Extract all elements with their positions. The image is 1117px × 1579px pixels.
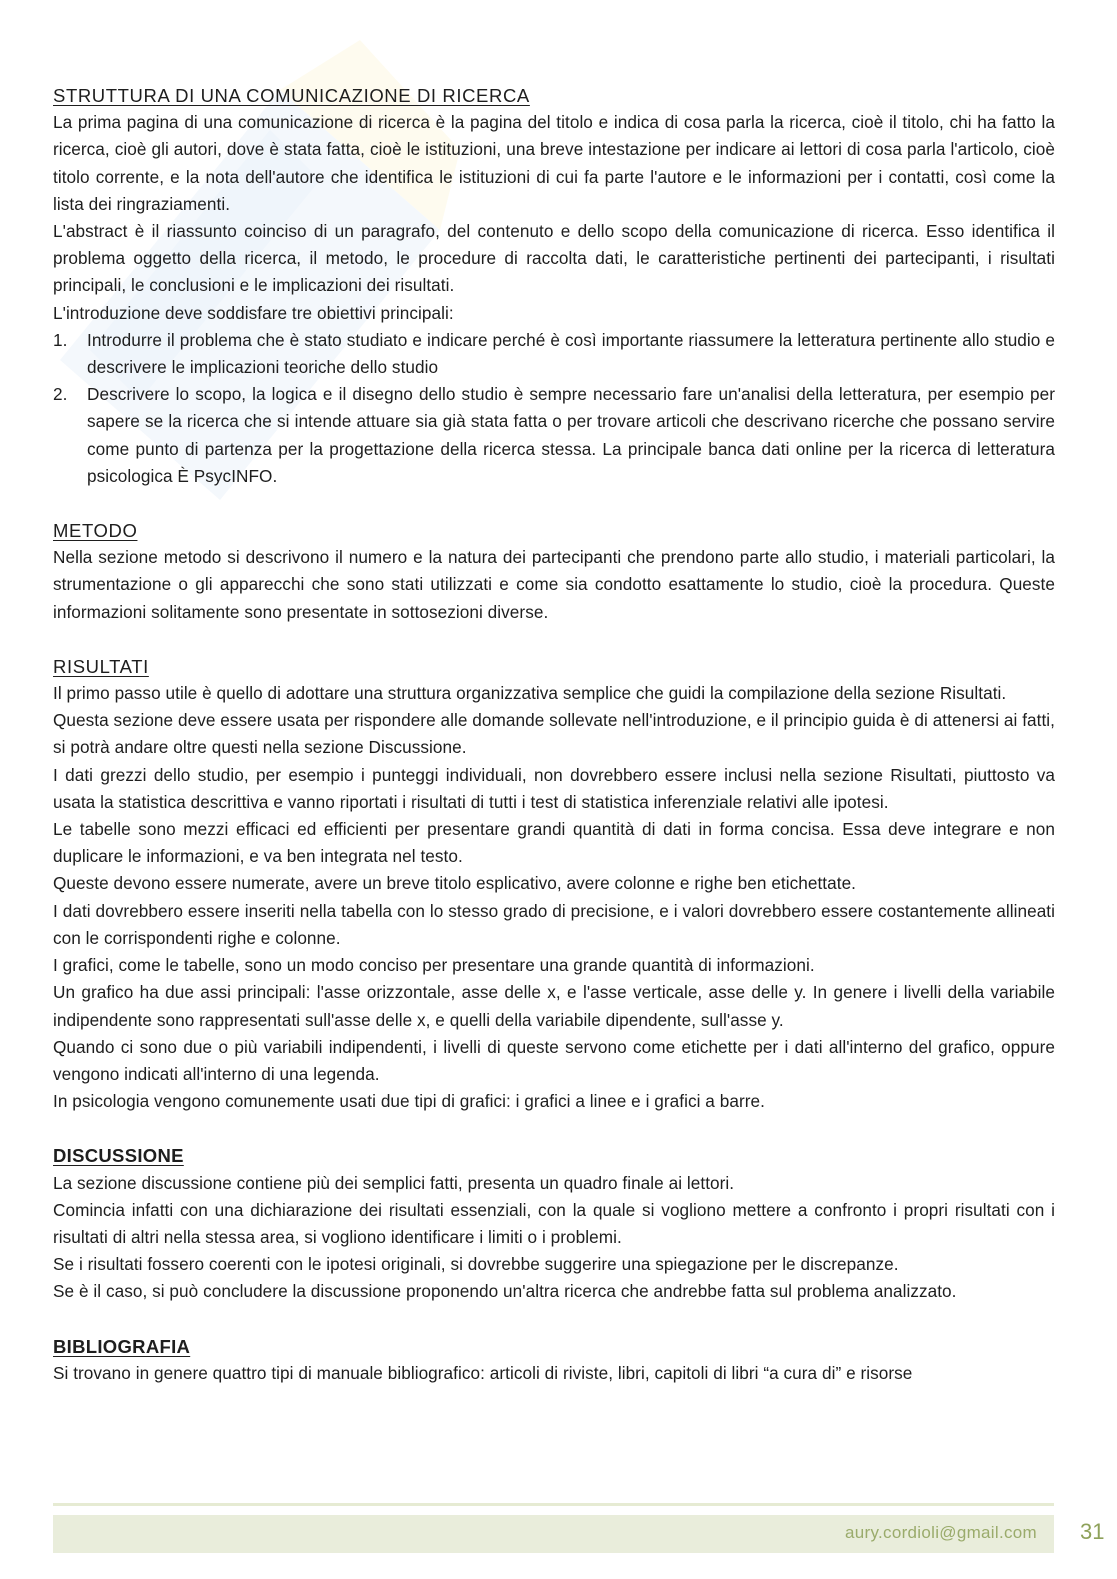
paragraph: Le tabelle sono mezzi efficaci ed efficienti per presentare grandi quantità di dati in forma concisa. Essa deve integrare e non duplicare le informazioni, e va ben integrata nel testo.	[53, 819, 1055, 867]
list-item-text: Introdurre il problema che è stato studiato e indicare perché è così importante riassumere la letteratura pertinente allo studio e descrivere le implicazioni teoriche dello studio	[87, 329, 1055, 378]
paragraph: Se è il caso, si può concludere la discussione proponendo un'altra ricerca che andrebbe fatta sul problema analizzato.	[53, 1281, 957, 1302]
paragraph: In psicologia vengono comunemente usati due tipi di grafici: i grafici a linee e i grafici a barre.	[53, 1091, 765, 1112]
paragraph: Queste devono essere numerate, avere un breve titolo esplicativo, avere colonne e righe ben etichettate.	[53, 873, 856, 894]
footer-email[interactable]: aury.cordioli@gmail.com	[844, 1523, 1037, 1542]
paragraph: L'abstract è il riassunto coinciso di un paragrafo, del contenuto e dello scopo della comunicazione di ricerca. Esso identifica il problema oggetto della ricerca, il metodo, le procedure di raccolta dati, le caratteristiche pertinenti dei partecipanti, i risultati principali, le conclusioni e le implicazioni dei risultati.	[53, 221, 1055, 296]
section-struttura	[53, 82, 1055, 490]
paragraph: I dati dovrebbero essere inseriti nella tabella con lo stesso grado di precisione, e i valori dovrebbero essere costantemente allineati con le corrispondenti righe e colonne.	[53, 900, 1055, 948]
paragraph: I dati grezzi dello studio, per esempio i punteggi individuali, non dovrebbero essere inclusi nella sezione Risultati, piuttosto va usata la statistica descrittiva e vanno riportati i risultati di tutti i test di statistica inferenziale relativi alle ipotesi.	[53, 764, 1055, 812]
paragraph: I grafici, come le tabelle, sono un modo conciso per presentare una grande quantità di informazioni.	[53, 955, 815, 976]
paragraph: Si trovano in genere quattro tipi di manuale bibliografico: articoli di riviste, libri, capitoli di libri “a cura di” e risorse	[53, 1362, 913, 1383]
section-title-metodo: METODO	[53, 520, 138, 542]
paragraph: L'introduzione deve soddisfare tre obiettivi principali:	[53, 302, 454, 323]
paragraph: Se i risultati fossero coerenti con le ipotesi originali, si dovrebbe suggerire una spiegazione per le discrepanze.	[53, 1254, 899, 1275]
section-title-struttura: STRUTTURA DI UNA COMUNICAZIONE DI RICERCA	[53, 85, 530, 106]
list-item	[53, 381, 1055, 490]
paragraph: Nella sezione metodo si descrivono il numero e la natura dei partecipanti che prendono parte allo studio, i materiali particolari, la strumentazione o gli apparecchi che sono stati utilizzati e come sia condotto esattamente lo studio, cioè la procedura. Queste informazioni solitamente sono presentate in sottosezioni diverse.	[53, 547, 1055, 622]
section-discussione	[53, 1142, 1055, 1305]
section-bibliografia	[53, 1333, 1055, 1387]
paragraph: Comincia infatti con una dichiarazione dei risultati essenziali, con la quale si vogliono mettere a confronto i propri risultati con i risultati di altri nella stessa area, si vogliono identificare i limiti o i problemi.	[53, 1199, 1055, 1247]
paragraph: Questa sezione deve essere usata per rispondere alle domande sollevate nell'introduzione, e il principio guida è di attenersi ai fatti, si potrà andare oltre questi nella sezione Discussione.	[53, 710, 1055, 758]
page-number: 31	[1080, 1519, 1105, 1544]
list-item-number: 1.	[53, 329, 68, 350]
page-content	[53, 82, 1055, 1387]
objectives-list	[53, 327, 1055, 490]
paragraph: Un grafico ha due assi principali: l'asse orizzontale, asse delle x, e l'asse verticale, asse delle y. In genere i livelli della variabile indipendente sono rappresentati sull'asse delle x, e quelli della variabile dipendente, sull'asse y.	[53, 982, 1055, 1030]
list-item-text: Descrivere lo scopo, la logica e il disegno dello studio è sempre necessario fare un'analisi della letteratura, per esempio per sapere se la ricerca che si intende attuare sia già stata fatta o per trovare articoli che descrivano ricerche che possano servire come punto di partenza per la progettazione della ricerca stessa. La principale banca dati online per la ricerca di letteratura psicologica È PsycINFO.	[87, 384, 1055, 486]
section-title-discussione: DISCUSSIONE	[53, 1145, 184, 1167]
section-risultati	[53, 653, 1055, 1115]
list-item-number: 2.	[53, 384, 68, 405]
list-item	[53, 327, 1055, 381]
footer-band	[53, 1515, 1054, 1553]
paragraph: Il primo passo utile è quello di adottare una struttura organizzativa semplice che guidi la compilazione della sezione Risultati.	[53, 683, 1007, 704]
paragraph: La sezione discussione contiene più dei semplici fatti, presenta un quadro finale ai lettori.	[53, 1172, 735, 1193]
paragraph: La prima pagina di una comunicazione di ricerca è la pagina del titolo e indica di cosa parla la ricerca, cioè il titolo, chi ha fatto la ricerca, cioè gli autori, dove è stata fatta, cioè le istituzioni, una breve intestazione per indicare ai lettori di cosa parla l'articolo, cioè titolo corrente, e la nota dell'autore che identifica le istituzioni di cui fa parte l'autore e le informazioni per i contatti, così come la lista dei ringraziamenti.	[53, 112, 1055, 214]
section-title-bibliografia: BIBLIOGRAFIA	[53, 1335, 191, 1357]
footer-divider	[53, 1503, 1054, 1506]
section-metodo	[53, 517, 1055, 626]
section-title-risultati: RISULTATI	[53, 655, 149, 677]
paragraph: Quando ci sono due o più variabili indipendenti, i livelli di queste servono come etichette per i dati all'interno del grafico, oppure vengono indicati all'interno di una legenda.	[53, 1036, 1055, 1084]
